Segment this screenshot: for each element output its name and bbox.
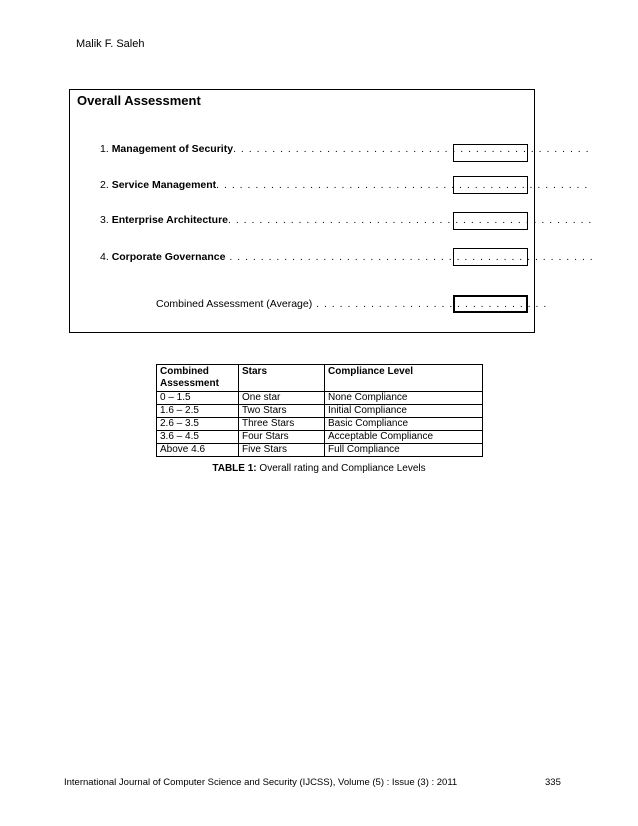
table-cell: None Compliance [325, 392, 483, 405]
combined-assessment-line [156, 298, 548, 310]
leader-dots: . . . . . . . . . . . . . . . . . . . . . . . . . . . . . . [312, 298, 548, 310]
column-header: Combined Assessment [157, 365, 239, 392]
item-number: 4. [100, 251, 109, 263]
table-cell: Four Stars [239, 431, 325, 444]
caption-label: TABLE 1: [212, 463, 257, 474]
table-cell: Initial Compliance [325, 405, 483, 418]
table-cell: Full Compliance [325, 444, 483, 457]
table-cell: Three Stars [239, 418, 325, 431]
score-box-architecture [453, 212, 528, 230]
item-label: Enterprise Architecture [111, 214, 229, 226]
table-cell: Five Stars [239, 444, 325, 457]
leader-dots: . . . . . . . . . . . . . . . . . . . . . . . . . . . . . . . . . . . . . . . . . . . . . . [233, 143, 590, 155]
caption-text: Overall rating and Compliance Levels [256, 463, 426, 474]
table-header-row [157, 365, 483, 392]
score-box-security [453, 144, 528, 162]
overall-assessment-box [69, 89, 594, 333]
table-cell: 3.6 – 4.5 [157, 431, 239, 444]
assessment-title: Overall Assessment [77, 93, 201, 108]
table-row [157, 444, 483, 457]
table-row [157, 418, 483, 431]
item-label: Management of Security [111, 143, 234, 155]
table-row [157, 431, 483, 444]
item-number: 2. [100, 179, 109, 191]
table-cell: One star [239, 392, 325, 405]
assessment-item-service [100, 179, 589, 191]
table-caption [0, 463, 638, 474]
item-number: 1. [100, 143, 109, 155]
compliance-table [156, 364, 483, 457]
column-header: Compliance Level [325, 365, 483, 392]
leader-dots: . . . . . . . . . . . . . . . . . . . . . . . . . . . . . . . . . . . . . . . . . . . . . . . . [216, 179, 589, 191]
table-row [157, 392, 483, 405]
table-row [157, 405, 483, 418]
score-box-combined [453, 295, 528, 313]
assessment-item-architecture [100, 214, 593, 226]
column-header: Stars [239, 365, 325, 392]
table-cell: 0 – 1.5 [157, 392, 239, 405]
item-label: Service Management [111, 179, 217, 191]
table-cell: 2.6 – 3.5 [157, 418, 239, 431]
combined-label: Combined Assessment (Average) [156, 298, 313, 310]
journal-footer: International Journal of Computer Science and Security (IJCSS), Volume (5) : Issue (3) : 2011 [64, 777, 458, 788]
assessment-item-governance [100, 251, 594, 263]
table-cell: Acceptable Compliance [325, 431, 483, 444]
table-cell: Two Stars [239, 405, 325, 418]
page-number: 335 [545, 777, 561, 788]
table-cell: Basic Compliance [325, 418, 483, 431]
score-box-service [453, 176, 528, 194]
score-box-governance [453, 248, 528, 266]
item-label: Corporate Governance [111, 251, 226, 263]
running-header-author: Malik F. Saleh [76, 38, 145, 50]
item-number: 3. [100, 214, 109, 226]
table-cell: Above 4.6 [157, 444, 239, 457]
assessment-item-security [100, 143, 590, 155]
leader-dots: . . . . . . . . . . . . . . . . . . . . . . . . . . . . . . . . . . . . . . . . . . . . . . . [228, 214, 593, 226]
table-cell: 1.6 – 2.5 [157, 405, 239, 418]
leader-dots: . . . . . . . . . . . . . . . . . . . . . . . . . . . . . . . . . . . . . . . . . . . . . . . [225, 251, 594, 263]
